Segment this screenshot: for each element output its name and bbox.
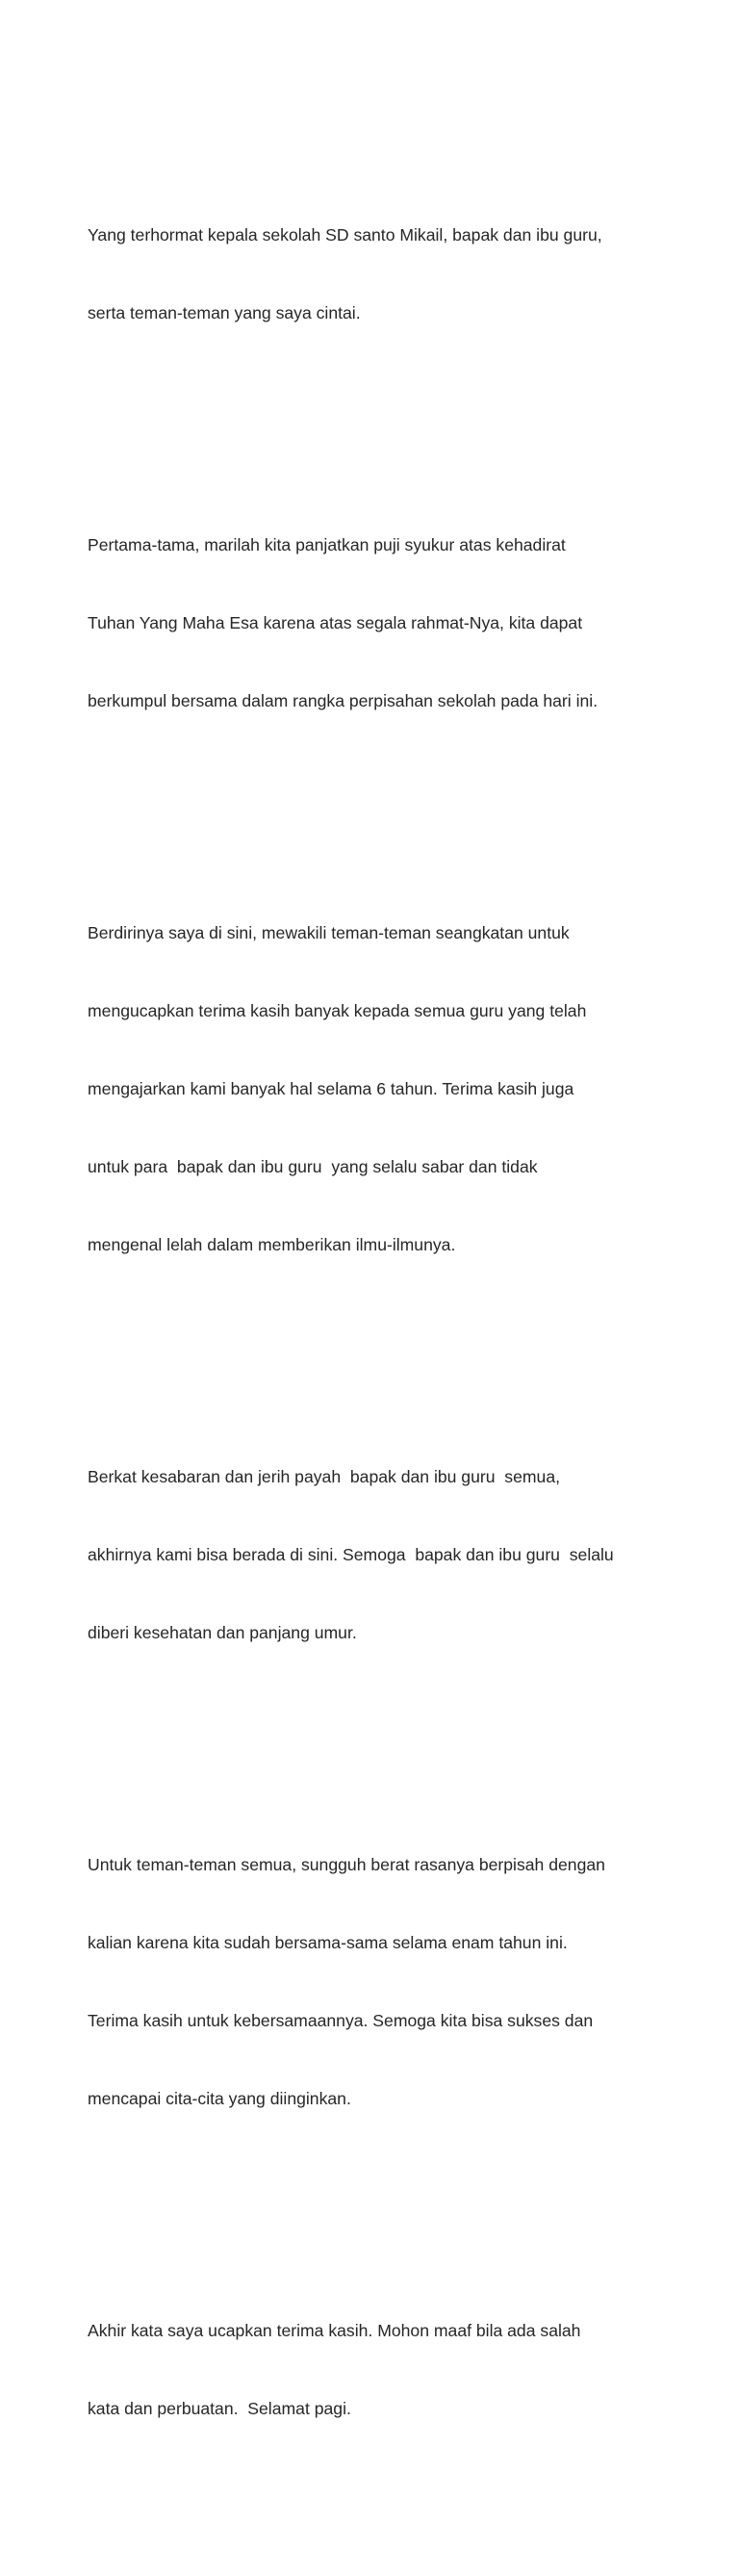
text-line: Tuhan Yang Maha Esa karena atas segala rahmat-Nya, kita dapat	[88, 613, 583, 632]
text-line: Berkat kesabaran dan jerih payah bapak dan ibu guru semua,	[88, 1467, 560, 1486]
speech-text	[88, 92, 665, 2576]
text-line: serta teman-teman yang saya cintai.	[88, 303, 361, 322]
text-line: Berdirinya saya di sini, mewakili teman-teman seangkatan untuk	[88, 923, 570, 942]
text-line: Untuk teman-teman semua, sungguh berat rasanya berpisah dengan	[88, 1855, 605, 1874]
text-line: Pertama-tama, marilah kita panjatkan puji syukur atas kehadirat	[88, 535, 566, 554]
text-line: Yang terhormat kepala sekolah SD santo Mikail, bapak dan ibu guru,	[88, 225, 602, 245]
paragraph-thanks-teachers	[88, 868, 665, 1310]
text-line: diberi kesehatan dan panjang umur.	[88, 1623, 357, 1642]
paragraph-friends	[88, 1800, 665, 2164]
text-line: Terima kasih untuk kebersamaannya. Semoga kita bisa sukses dan	[88, 2011, 594, 2030]
text-line: untuk para bapak dan ibu guru yang selalu sabar dan tidak	[88, 1157, 538, 1176]
paragraph-gratitude-to-god	[88, 480, 665, 766]
text-line: mengenal lelah dalam memberikan ilmu-ilmunya.	[88, 1235, 456, 1254]
text-line: kalian karena kita sudah bersama-sama selama enam tahun ini.	[88, 1933, 568, 1952]
paragraph-greeting	[88, 170, 665, 378]
text-line: akhirnya kami bisa berada di sini. Semoga bapak dan ibu guru selalu	[88, 1545, 614, 1564]
text-line: mengajarkan kami banyak hal selama 6 tahun. Terima kasih juga	[88, 1079, 574, 1098]
paragraph-blessing-teachers	[88, 1412, 665, 1698]
text-line: Akhir kata saya ucapkan terima kasih. Mohon maaf bila ada salah	[88, 2321, 581, 2340]
text-line: berkumpul bersama dalam rangka perpisahan sekolah pada hari ini.	[88, 691, 599, 710]
text-line: kata dan perbuatan. Selamat pagi.	[88, 2399, 351, 2418]
text-line: mencapai cita-cita yang diinginkan.	[88, 2089, 351, 2108]
paragraph-closing	[88, 2266, 665, 2474]
text-line: mengucapkan terima kasih banyak kepada semua guru yang telah	[88, 1001, 587, 1020]
